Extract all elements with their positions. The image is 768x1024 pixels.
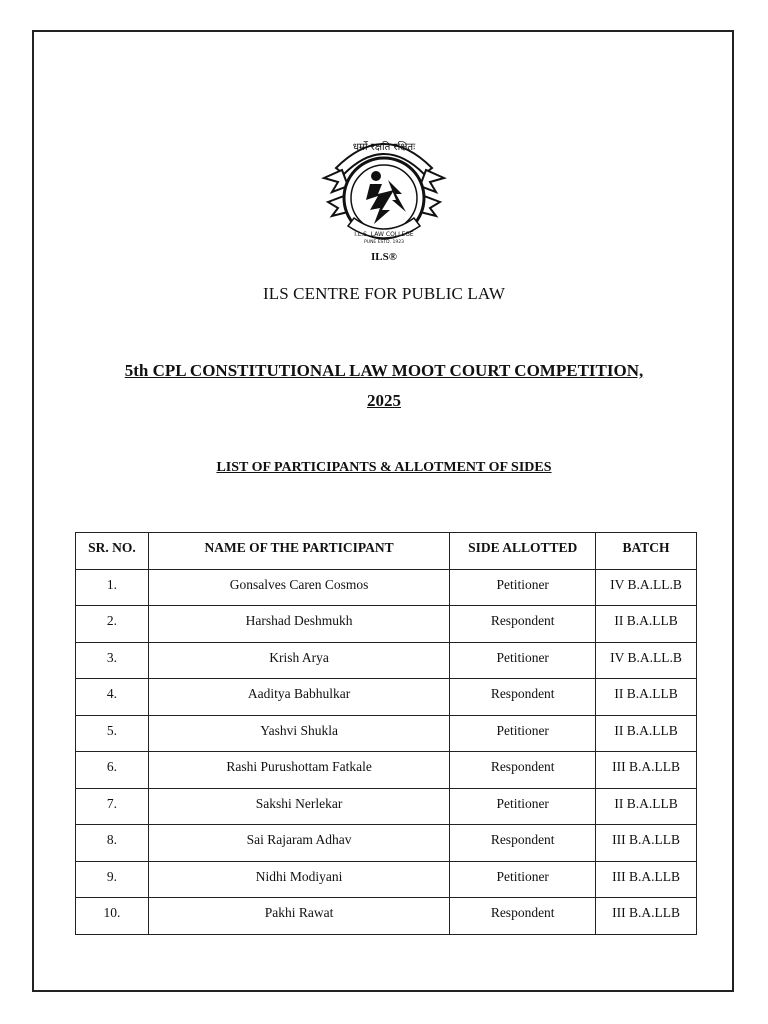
cell-sr-no: 7. bbox=[76, 788, 149, 825]
cell-participant-name: Sai Rajaram Adhav bbox=[148, 825, 449, 862]
cell-sr-no: 6. bbox=[76, 752, 149, 789]
table-row bbox=[76, 861, 697, 898]
cell-side: Petitioner bbox=[450, 642, 596, 679]
cell-batch: IV B.A.LL.B bbox=[596, 642, 697, 679]
cell-side: Petitioner bbox=[450, 861, 596, 898]
cell-side: Respondent bbox=[450, 898, 596, 935]
table-row bbox=[76, 825, 697, 862]
cell-participant-name: Harshad Deshmukh bbox=[148, 606, 449, 643]
table-header-row bbox=[76, 533, 697, 570]
cell-side: Petitioner bbox=[450, 569, 596, 606]
competition-title bbox=[60, 356, 708, 416]
svg-text:I.L.S. LAW COLLEGE: I.L.S. LAW COLLEGE bbox=[354, 231, 414, 238]
cell-batch: II B.A.LLB bbox=[596, 606, 697, 643]
cell-side: Respondent bbox=[450, 752, 596, 789]
header-participant-name: NAME OF THE PARTICIPANT bbox=[148, 533, 449, 570]
cell-side: Respondent bbox=[450, 679, 596, 716]
cell-sr-no: 2. bbox=[76, 606, 149, 643]
cell-sr-no: 10. bbox=[76, 898, 149, 935]
competition-title-line1: 5th CPL CONSTITUTIONAL LAW MOOT COURT COMPETITION, bbox=[124, 361, 644, 380]
cell-batch: IV B.A.LL.B bbox=[596, 569, 697, 606]
cell-sr-no: 8. bbox=[76, 825, 149, 862]
header-batch: BATCH bbox=[596, 533, 697, 570]
table-row bbox=[76, 788, 697, 825]
cell-batch: III B.A.LLB bbox=[596, 752, 697, 789]
cell-batch: III B.A.LLB bbox=[596, 898, 697, 935]
cell-participant-name: Sakshi Nerlekar bbox=[148, 788, 449, 825]
cell-side: Petitioner bbox=[450, 788, 596, 825]
header-sr-no: SR. NO. bbox=[76, 533, 149, 570]
cell-participant-name: Pakhi Rawat bbox=[148, 898, 449, 935]
cell-side: Respondent bbox=[450, 606, 596, 643]
competition-title-line2: 2025 bbox=[367, 391, 401, 410]
cell-sr-no: 3. bbox=[76, 642, 149, 679]
table-row bbox=[76, 606, 697, 643]
header-side-allotted: SIDE ALLOTTED bbox=[450, 533, 596, 570]
table-row bbox=[76, 679, 697, 716]
table-row bbox=[76, 715, 697, 752]
cell-participant-name: Yashvi Shukla bbox=[148, 715, 449, 752]
cell-batch: II B.A.LLB bbox=[596, 788, 697, 825]
table-row bbox=[76, 752, 697, 789]
cell-sr-no: 5. bbox=[76, 715, 149, 752]
cell-participant-name: Gonsalves Caren Cosmos bbox=[148, 569, 449, 606]
cell-batch: III B.A.LLB bbox=[596, 825, 697, 862]
svg-text:ILS®: ILS® bbox=[371, 251, 397, 263]
table-row bbox=[76, 569, 697, 606]
cell-batch: III B.A.LLB bbox=[596, 861, 697, 898]
cell-participant-name: Aaditya Babhulkar bbox=[148, 679, 449, 716]
table-row bbox=[76, 642, 697, 679]
cell-side: Respondent bbox=[450, 825, 596, 862]
cell-sr-no: 4. bbox=[76, 679, 149, 716]
svg-text:PUNE ESTD. 1923: PUNE ESTD. 1923 bbox=[364, 240, 404, 245]
cell-side: Petitioner bbox=[450, 715, 596, 752]
list-title: LIST OF PARTICIPANTS & ALLOTMENT OF SIDES bbox=[216, 460, 552, 475]
cell-participant-name: Nidhi Modiyani bbox=[148, 861, 449, 898]
participants-table bbox=[75, 532, 697, 935]
cell-participant-name: Rashi Purushottam Fatkale bbox=[148, 752, 449, 789]
cell-batch: II B.A.LLB bbox=[596, 715, 697, 752]
cell-participant-name: Krish Arya bbox=[148, 642, 449, 679]
cell-batch: II B.A.LLB bbox=[596, 679, 697, 716]
ils-logo bbox=[318, 120, 450, 268]
cell-sr-no: 1. bbox=[76, 569, 149, 606]
table-row bbox=[76, 898, 697, 935]
cell-sr-no: 9. bbox=[76, 861, 149, 898]
centre-title: ILS CENTRE FOR PUBLIC LAW bbox=[263, 284, 505, 303]
svg-text:धर्मो रक्षति रक्षितः: धर्मो रक्षति रक्षितः bbox=[352, 142, 416, 153]
